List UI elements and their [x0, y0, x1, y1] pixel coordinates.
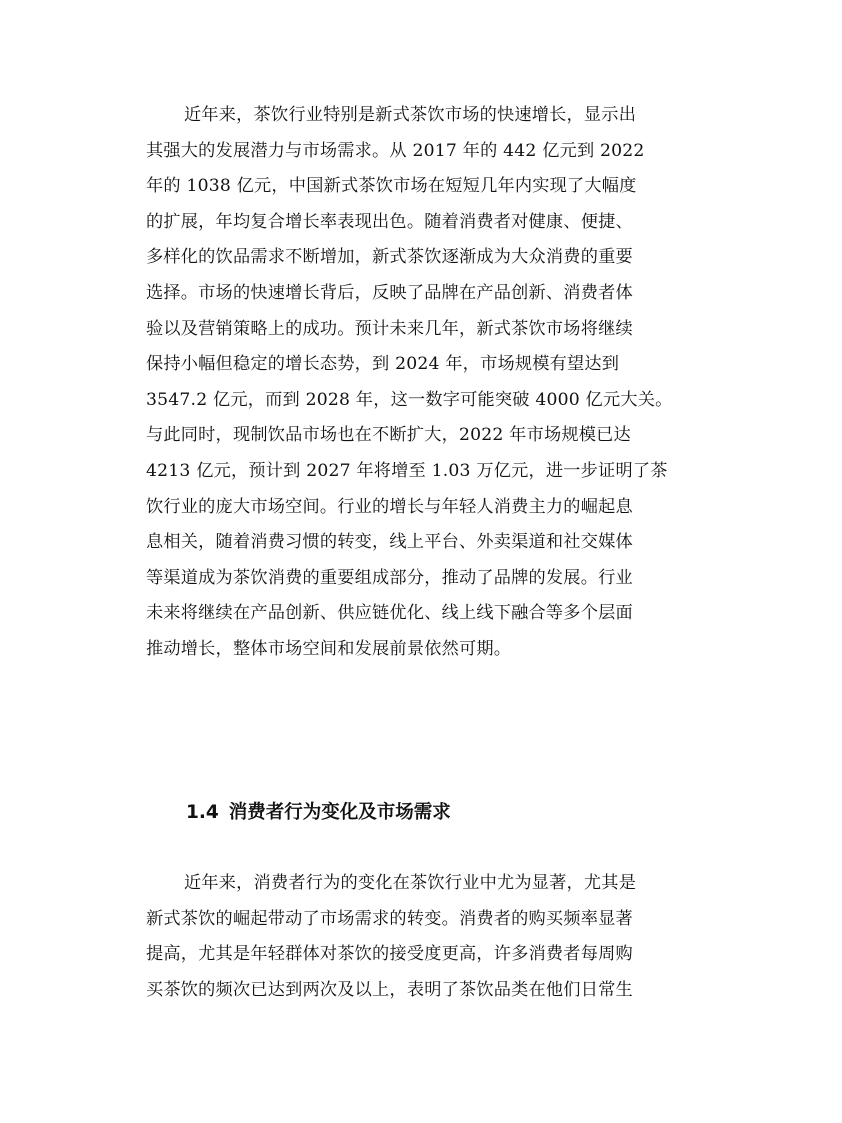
paragraph-line: 与此同时，现制饮品市场也在不断扩大，2022 年市场规模已达: [146, 425, 631, 446]
paragraph-line: 保持小幅但稳定的增长态势，到 2024 年，市场规模有望达到: [146, 354, 620, 375]
paragraph-line: 提高，尤其是年轻群体对茶饮的接受度更高，许多消费者每周购: [146, 944, 633, 965]
paragraph-line: 选择。市场的快速增长背后，反映了品牌在产品创新、消费者体: [146, 282, 633, 303]
paragraph-line: 推动增长，整体市场空间和发展前景依然可期。: [146, 638, 512, 659]
section-heading: [186, 796, 451, 830]
paragraph-line: 饮行业的庞大市场空间。行业的增长与年轻人消费主力的崛起息: [146, 496, 633, 517]
paragraph-line: 验以及营销策略上的成功。预计未来几年，新式茶饮市场将继续: [146, 318, 633, 339]
paragraph-line: 新式茶饮的崛起带动了市场需求的转变。消费者的购买频率显著: [146, 908, 633, 929]
body-paragraph-2: [146, 866, 702, 1008]
paragraph-line: 买茶饮的频次已达到两次及以上，表明了茶饮品类在他们日常生: [146, 979, 633, 1000]
paragraph-line: 的扩展，年均复合增长率表现出色。随着消费者对健康、便捷、: [146, 211, 633, 232]
body-paragraph-1: [146, 98, 702, 668]
paragraph-line: 近年来，茶饮行业特别是新式茶饮市场的快速增长，显示出: [184, 105, 637, 125]
paragraph-line: 3547.2 亿元，而到 2028 年，这一数字可能突破 4000 亿元大关。: [146, 389, 673, 410]
paragraph-line: 未来将继续在产品创新、供应链优化、线上线下融合等多个层面: [146, 603, 633, 624]
paragraph-line: 近年来，消费者行为的变化在茶饮行业中尤为显著，尤其是: [184, 873, 637, 893]
paragraph-line: 其强大的发展潜力与市场需求。从 2017 年的 442 亿元到 2022: [146, 140, 645, 161]
section-number: 1.4: [186, 802, 219, 823]
paragraph-line: 年的 1038 亿元，中国新式茶饮市场在短短几年内实现了大幅度: [146, 176, 637, 197]
paragraph-line: 等渠道成为茶饮消费的重要组成部分，推动了品牌的发展。行业: [146, 567, 633, 588]
paragraph-line: 息相关，随着消费习惯的转变，线上平台、外卖渠道和社交媒体: [146, 532, 633, 553]
section-title: 消费者行为变化及市场需求: [228, 802, 451, 823]
paragraph-line: 4213 亿元，预计到 2027 年将增至 1.03 万亿元，进一步证明了茶: [146, 460, 668, 481]
paragraph-line: 多样化的饮品需求不断增加，新式茶饮逐渐成为大众消费的重要: [146, 247, 633, 268]
